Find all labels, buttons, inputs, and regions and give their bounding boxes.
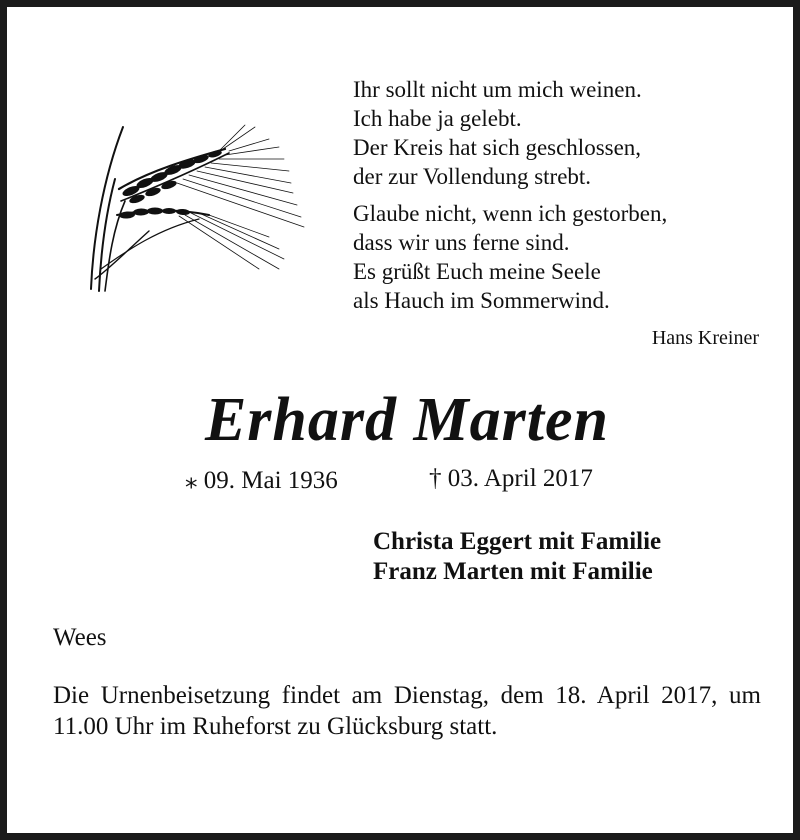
mourner: Franz Marten mit Familie bbox=[373, 558, 653, 585]
wheat-ears-icon bbox=[79, 119, 319, 299]
birth-date: ⁎ 09. Mai 1936 bbox=[185, 467, 338, 494]
poem-line: dass wir uns ferne sind. bbox=[353, 230, 570, 255]
poem-line: Ihr sollt nicht um mich weinen. bbox=[353, 77, 642, 102]
death-date: † 03. April 2017 bbox=[429, 465, 593, 492]
poem bbox=[353, 75, 753, 323]
poem-author: Hans Kreiner bbox=[651, 327, 759, 349]
mourner: Christa Eggert mit Familie bbox=[373, 528, 662, 555]
poem-stanza-1 bbox=[353, 75, 753, 191]
place: Wees bbox=[53, 624, 107, 651]
poem-line: der zur Vollendung strebt. bbox=[353, 164, 592, 189]
mourners-list bbox=[373, 527, 773, 587]
deceased-name: Erhard Marten bbox=[204, 386, 610, 454]
poem-line: als Hauch im Sommerwind. bbox=[353, 288, 610, 313]
poem-line: Glaube nicht, wenn ich gestorben, bbox=[353, 201, 668, 226]
poem-line: Ich habe ja gelebt. bbox=[353, 106, 522, 131]
poem-stanza-2 bbox=[353, 199, 753, 315]
poem-line: Es grüßt Euch meine Seele bbox=[353, 259, 601, 284]
poem-line: Der Kreis hat sich geschlossen, bbox=[353, 135, 642, 160]
burial-notice: Die Urnenbeisetzung findet am Dienstag, dem 18. April 2017, um 11.00 Uhr im Ruheforst zu Glücksburg statt. bbox=[53, 682, 761, 740]
